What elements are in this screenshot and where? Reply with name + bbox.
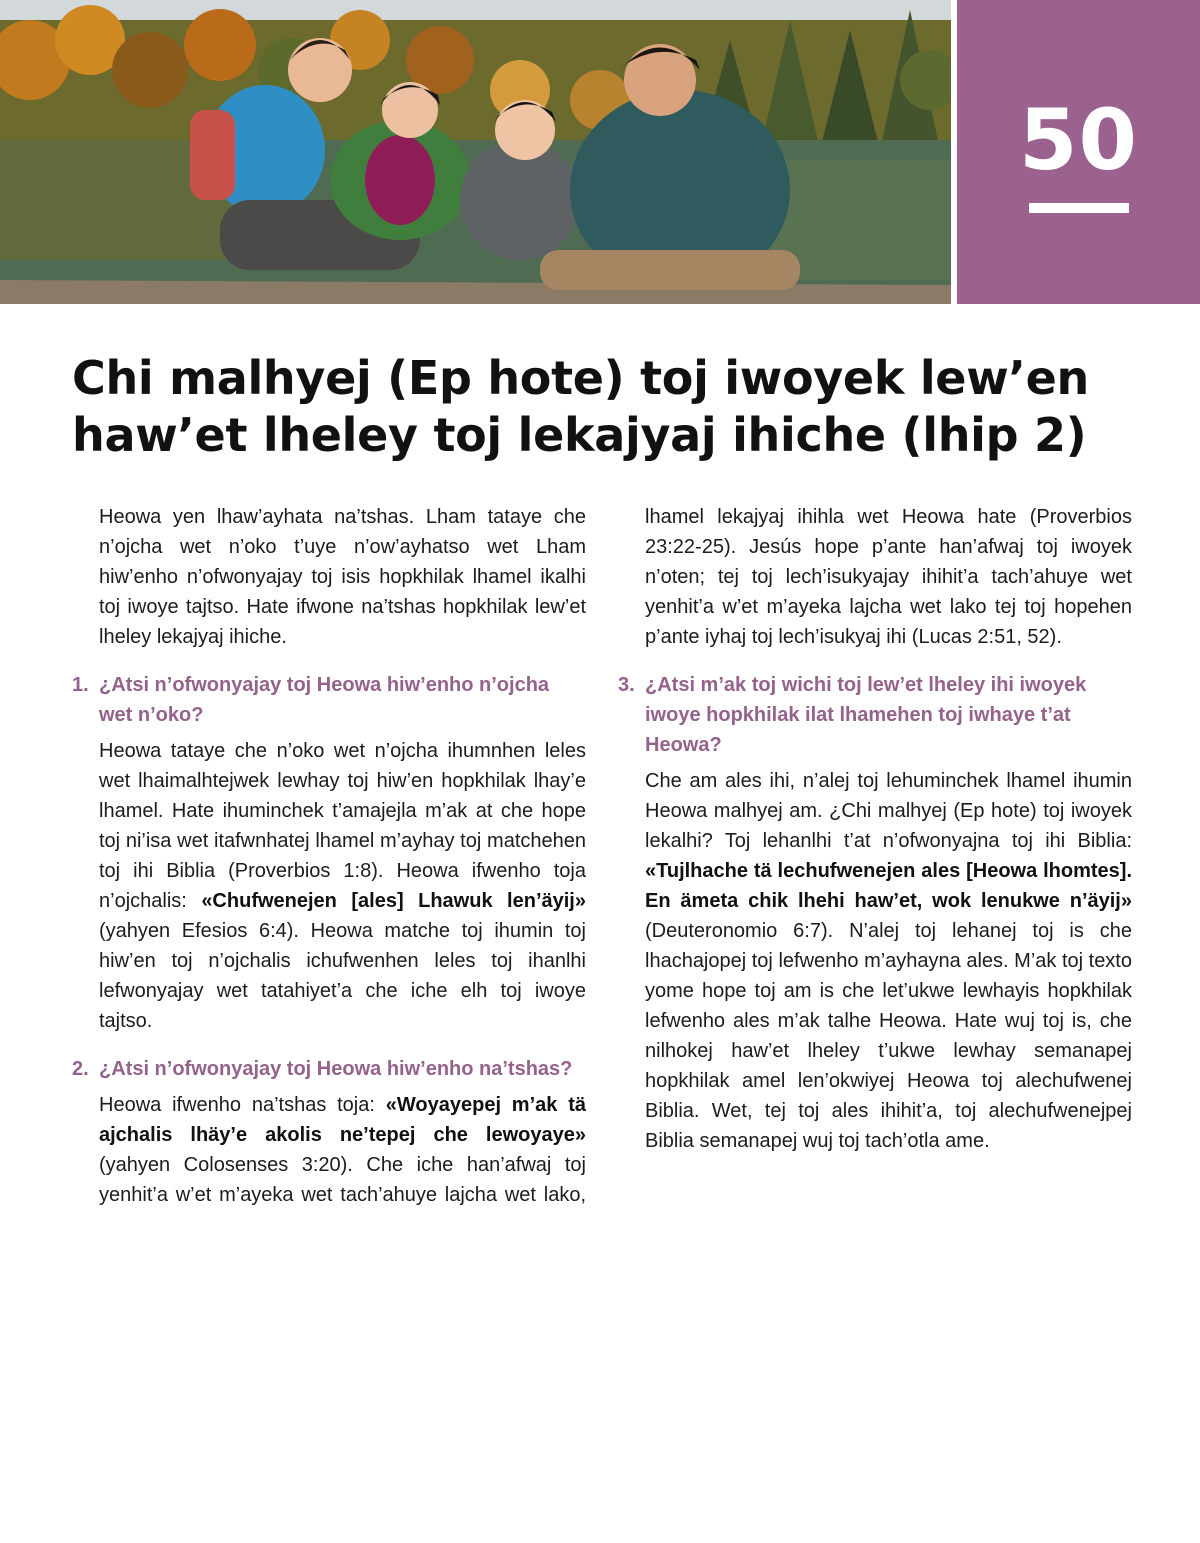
lesson-number: 50 bbox=[1019, 91, 1138, 189]
section-1-question-text: ¿Atsi n’ofwonyajay toj Heowa hiw’enho n’ojcha wet n’oko? bbox=[99, 674, 550, 726]
section-1-body-a: Heowa tataye che n’oko wet n’ojcha ihumnhen leles wet lhaimalhtejwek lewhay toj hiw’en hopkhilak lhay’e lhamel. Hate ihuminchek t’amajejla m’ak at che hope toj ni’isa wet itafwnhatej lhamel m’ayhay toj matchehen toj ihi Biblia (Proverbios 1:8). Heowa ifwenho toja n’ojchalis: bbox=[99, 740, 586, 912]
section-1-paragraph bbox=[72, 736, 586, 1036]
left-column bbox=[72, 502, 586, 1242]
right-column bbox=[618, 502, 1132, 1174]
section-3-number: 3. bbox=[618, 674, 635, 696]
section-3-paragraph bbox=[618, 766, 1132, 1156]
header-photo bbox=[0, 0, 951, 304]
section-2-paragraph bbox=[72, 1090, 586, 1210]
section-2-body-b-continued: lhamel lekajyaj ihihla wet Heowa hate (Proverbios 23:22-25). Jesús hope p’ante han’afwaj toj iwoyek n’oten; tej toj lech’isukyajay ihihit’a tach’ahuye wet yenhit’a w’et m’ayeka lajcha wet lako tej toj hopehen p’ante iyhaj toj lech’isukyaj ihi (Lucas 2:51, 52). bbox=[645, 506, 1132, 648]
section-3-question bbox=[618, 670, 1132, 760]
intro-paragraph: Heowa yen lhaw’ayhata na’tshas. Lham tataye che n’ojcha wet n’oko t’uye n’ow’ayhatso wet Lham hiw’enho n’ofwonyajay toj isis hopkhilak lhamel ikalhi toj iwoye tajtso. Hate ifwone na’tshas hopkhilak lew’et lheley lekajyaj ihiche. bbox=[99, 506, 586, 648]
section-2-body-a: Heowa ifwenho na’tshas toja: bbox=[99, 1094, 386, 1116]
lesson-number-underline bbox=[1029, 203, 1129, 213]
section-3-quote: «Tujlhache tä lechufwenejen ales [Heowa lhomtes]. En ämeta chik lhehi haw’et, wok lenukwe n’äyij» bbox=[645, 860, 1132, 912]
lesson-number-box bbox=[957, 0, 1200, 304]
page-title bbox=[72, 350, 1142, 464]
section-3-question-text: ¿Atsi m’ak toj wichi toj lew’et lheley ihi iwoyek iwoye hopkhilak ilat lhamehen toj iwhaye t’at Heowa? bbox=[645, 674, 1087, 756]
section-2-paragraph-continued bbox=[618, 502, 1132, 652]
family-by-lake-illustration bbox=[0, 0, 951, 304]
section-2-quote: «Woyayepej m’ak tä ajchalis lhäy’e akolis ne’tepej che lewoyaye» bbox=[99, 1094, 586, 1146]
page-title-line-1: Chi malhyej (Ep hote) toj iwoyek lew’en bbox=[72, 351, 1089, 405]
section-2-body-b: (yahyen Colosenses 3:20). Che iche han’afwaj toj yenhit’a w’et m’ayeka wet tach’ahuye lajcha wet lako, bbox=[99, 1154, 586, 1206]
section-3-body-a: Che am ales ihi, n’alej toj lehuminchek lhamel ihumin Heowa malhyej am. ¿Chi malhyej (Ep hote) toj iwoyek lekalhi? Toj lehanlhi t’at n’ofwonyajna toj ihi Biblia: bbox=[645, 770, 1132, 852]
section-2-question-text: ¿Atsi n’ofwonyajay toj Heowa hiw’enho na’tshas? bbox=[99, 1058, 573, 1080]
section-2-question bbox=[72, 1054, 586, 1084]
section-3-body-b: (Deuteronomio 6:7). N’alej toj lehanej toj is che lhachajopej toj lefwenho m’ayhayna ales. M’ak toj texto yome hope toj am is che let’ukwe lewhayis hopkhilak lefwenho ales m’ak talhe Heowa. Hate wuj toj is, che nilhokej haw’et lheley t’ukwe lewhay semanapej hopkhilak amel len’okwiyej Heowa toj alechufwenej Biblia. Wet, tej toj ales ihihit’a, toj alechufwenejpej Biblia semanapej wuj toj tach’otla ame. bbox=[645, 920, 1132, 1152]
section-1-body-b: (yahyen Efesios 6:4). Heowa matche toj ihumin toj hiw’en toj n’ojchalis ichufwenhen leles toj ihanlhi lefwonyajay wet tatahiyet’a che iche elh toj iwoye tajtso. bbox=[99, 920, 586, 1032]
section-1-quote: «Chufwenejen [ales] Lhawuk len’äyij» bbox=[201, 890, 586, 912]
page-title-line-2: haw’et lheley toj lekajyaj ihiche (lhip 2) bbox=[72, 408, 1087, 462]
section-1-question bbox=[72, 670, 586, 730]
section-1-number: 1. bbox=[72, 674, 89, 696]
section-2-number: 2. bbox=[72, 1058, 89, 1080]
